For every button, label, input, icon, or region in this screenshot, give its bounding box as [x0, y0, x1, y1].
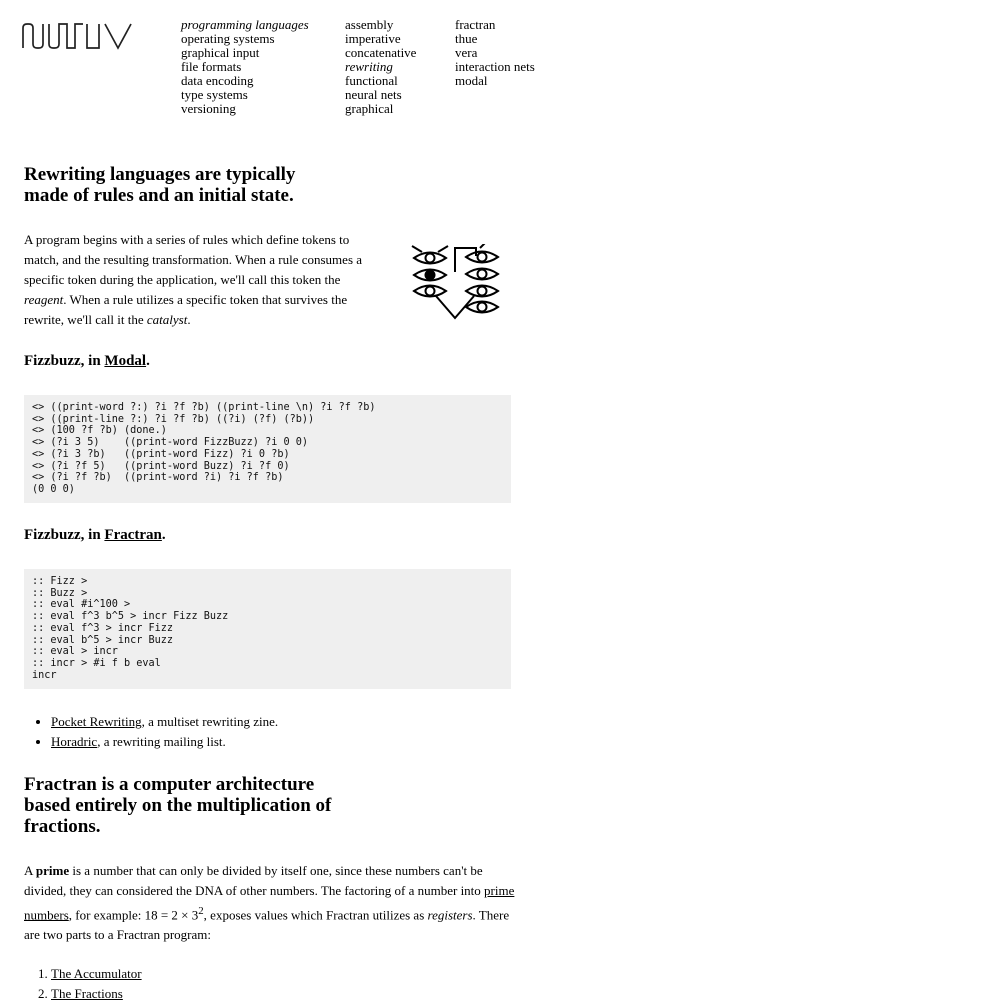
nav-item-thue[interactable]: thue — [455, 31, 478, 46]
registers-term: registers — [427, 907, 473, 923]
nav-item-neural-nets[interactable]: neural nets — [345, 87, 402, 102]
nav-item-fractran[interactable]: fractran — [455, 17, 496, 32]
prime-paragraph — [24, 861, 519, 945]
text-span: A — [24, 863, 36, 878]
heading-line: fractions. — [24, 816, 101, 837]
catalyst-term: catalyst — [146, 312, 188, 327]
nav-item-concatenative[interactable]: concatenative — [345, 45, 417, 60]
pocket-rewriting-link[interactable]: Pocket Rewriting — [51, 714, 142, 729]
heading-line: made of rules and an initial state. — [24, 185, 294, 206]
fractran-heading — [24, 774, 344, 837]
modal-code-block: <> ((print-word ?:) ?i ?f ?b) ((print-line \n) ?i ?f ?b) <> ((print-line ?:) ?i ?f ?b) ((?i) (?f) (?b)) <> (100 ?f ?b) (done.) <> (?i 3 5) ((print-word FizzBuzz) ?i 0 0) <> (?i 3 ?b) ((print-word Fizz) ?i 0 ?b) <> (?i ?f 5) ((print-word Buzz) ?i ?f 0) <> (?i ?f ?b) ((print-word ?i) ?i ?f ?b) (0 0 0) — [24, 395, 511, 503]
nav-item-functional[interactable]: functional — [345, 73, 398, 88]
nav-item-vera[interactable]: vera — [455, 45, 478, 60]
heading-text: Fizzbuzz, in — [24, 353, 105, 369]
rewriting-eyes-diagram-icon — [408, 244, 504, 324]
rewriting-heading — [24, 164, 324, 206]
nav-item-interaction-nets[interactable]: interaction nets — [455, 59, 535, 74]
link-description: , a multiset rewriting zine. — [141, 714, 279, 729]
accumulator-link[interactable]: The Accumulator — [51, 966, 142, 981]
list-item — [51, 732, 278, 752]
nav-item-operating-systems[interactable]: operating systems — [181, 31, 275, 46]
heading-line: Rewriting languages are typically — [24, 164, 296, 185]
text-span: . There are two parts to a Fractran program: — [24, 907, 510, 943]
modal-link[interactable]: Modal — [104, 353, 147, 369]
resource-links-list — [24, 712, 278, 752]
list-item — [51, 712, 278, 732]
site-logo[interactable] — [22, 22, 132, 50]
text-span: is a number that can only be divided by itself one, since these numbers can't be divided, they can considered the DNA of other numbers. The factoring of a number into — [24, 863, 485, 898]
list-item — [51, 984, 142, 1004]
heading-text: Fizzbuzz, in — [24, 527, 105, 543]
nav-item-graphical-input[interactable]: graphical input — [181, 45, 260, 60]
nav-item-type-systems[interactable]: type systems — [181, 87, 248, 102]
nav-column-topics — [181, 18, 309, 116]
text-span: A program begins with a series of rules which define tokens to match, and the resulting transformation. When a rule consumes a specific token during the application, we'll call this token the — [24, 232, 363, 287]
heading-line: Fractran is a computer architecture — [24, 774, 315, 795]
reagent-term: reagent — [24, 292, 64, 307]
list-item — [51, 964, 142, 984]
link-description: , a rewriting mailing list. — [97, 734, 226, 749]
horadric-link[interactable]: Horadric — [51, 734, 98, 749]
fractions-link[interactable]: The Fractions — [51, 986, 123, 1001]
nav-item-data-encoding[interactable]: data encoding — [181, 73, 254, 88]
text-span: . — [187, 312, 191, 327]
nav-item-graphical[interactable]: graphical — [345, 101, 394, 116]
nav-item-assembly[interactable]: assembly — [345, 17, 394, 32]
modal-section-heading — [24, 353, 150, 370]
intro-paragraph — [24, 230, 384, 330]
nav-column-paradigms — [345, 18, 416, 116]
heading-punct: . — [146, 353, 150, 369]
exponent: 2 — [198, 905, 204, 917]
fractran-section-heading — [24, 527, 166, 544]
nav-item-modal[interactable]: modal — [455, 73, 488, 88]
prime-numbers-link[interactable]: prime numbers — [24, 883, 515, 923]
nav-item-file-formats[interactable]: file formats — [181, 59, 242, 74]
nav-item-programming-languages[interactable]: programming languages — [181, 17, 309, 32]
nav-item-imperative[interactable]: imperative — [345, 31, 401, 46]
nav-item-rewriting[interactable]: rewriting — [345, 59, 393, 74]
heading-line: based entirely on the multiplication of — [24, 795, 332, 816]
text-span: , for example: 18 = 2 × 3 — [68, 907, 199, 923]
nav-item-versioning[interactable]: versioning — [181, 101, 236, 116]
program-parts-list — [24, 964, 142, 1004]
fractran-link[interactable]: Fractran — [104, 527, 162, 543]
text-span: , exposes values which Fractran utilizes as — [203, 907, 428, 923]
nav-column-languages — [455, 18, 535, 88]
text-span: . When a rule utilizes a specific token that survives the rewrite, we'll call it the — [24, 292, 348, 327]
heading-punct: . — [161, 527, 166, 543]
prime-term: prime — [35, 863, 70, 878]
fractran-code-block: :: Fizz > :: Buzz > :: eval #i^100 > :: eval f^3 b^5 > incr Fizz Buzz :: eval f^3 > incr Fizz :: eval b^5 > incr Buzz :: eval > incr :: incr > #i f b eval incr — [24, 569, 511, 689]
